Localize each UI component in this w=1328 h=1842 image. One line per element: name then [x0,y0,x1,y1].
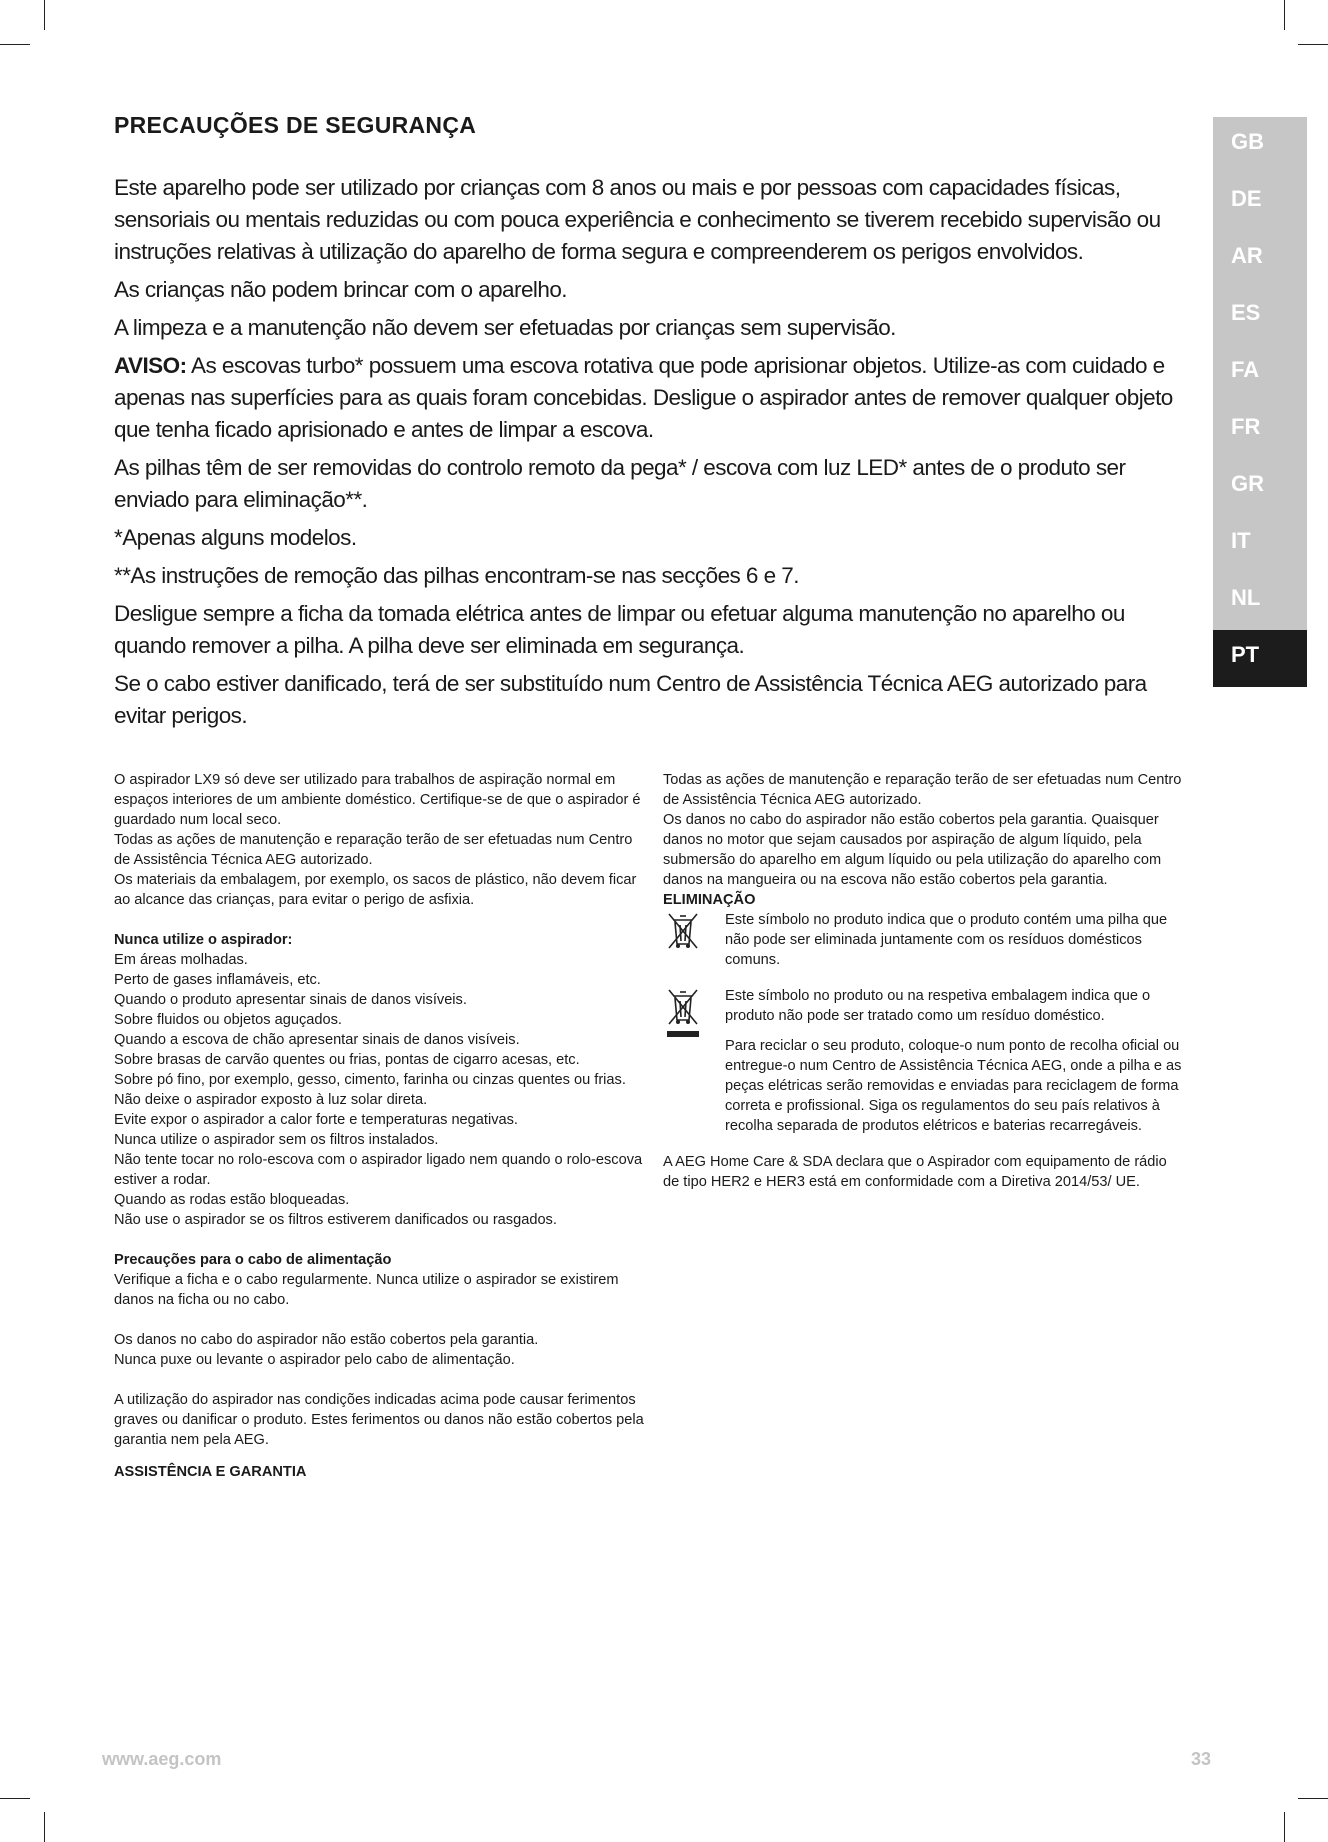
intro-paragraph: Se o cabo estiver danificado, terá de ser substituído num Centro de Assistência Técnica AEG autorizado para evitar perigos. [114,671,1147,728]
language-tabs [1213,117,1307,687]
list-item: Em áreas molhadas. [114,952,248,968]
battery-symbol-text: Este símbolo no produto indica que o produto contém uma pilha que não pode ser eliminada juntamente com os resíduos domésticos comuns. [725,912,1168,968]
language-tab-fr[interactable]: FR [1213,402,1307,459]
intro-paragraph: A limpeza e a manutenção não devem ser efetuadas por crianças sem supervisão. [114,315,896,340]
list-item: Quando as rodas estão bloqueadas. [114,1192,350,1208]
list-item: Não use o aspirador se os filtros estiverem danificados ou rasgados. [114,1212,557,1228]
section-heading: Nunca utilize o aspirador: [114,932,293,948]
crop-mark [1298,44,1328,45]
intro-paragraph: *Apenas alguns modelos. [114,525,357,550]
list-item: Perto de gases inflamáveis, etc. [114,972,321,988]
language-tab-ar[interactable]: AR [1213,231,1307,288]
body-text: Nunca puxe ou levante o aspirador pelo cabo de alimentação. [114,1352,515,1368]
list-item: Quando a escova de chão apresentar sinais de danos visíveis. [114,1032,520,1048]
intro-paragraph: Este aparelho pode ser utilizado por crianças com 8 anos ou mais e por pessoas com capacidades físicas, sensoriais ou mentais reduzidas ou com pouca experiência e conhecimento se tiverem recebido supervisão ou instruções relativas à utilização do aparelho de forma segura e compreenderem os perigos envolvidos. [114,175,1161,264]
right-column [663,770,1193,1192]
warning-text: As escovas turbo* possuem uma escova rotativa que pode aprisionar objetos. Utilize-as com cuidado e apenas nas superfícies para as quais foram concebidas. Desligue o aspirador antes de remover qualquer objeto que tenha ficado aprisionado e antes de limpar a escova. [114,353,1173,442]
language-tab-es[interactable]: ES [1213,288,1307,345]
crop-mark [0,44,30,45]
language-tab-de[interactable]: DE [1213,174,1307,231]
body-text: Verifique a ficha e o cabo regularmente. Nunca utilize o aspirador se existirem danos na ficha ou no cabo. [114,1272,619,1308]
intro-paragraph: As crianças não podem brincar com o aparelho. [114,277,568,302]
language-tab-it[interactable]: IT [1213,516,1307,573]
battery-symbol-row [663,910,1193,980]
warning-paragraph [114,350,1194,446]
crossed-bin-icon [663,910,711,980]
footer-url[interactable]: www.aeg.com [102,1749,222,1769]
crop-mark [1298,1798,1328,1799]
body-text: Todas as ações de manutenção e reparação terão de ser efetuadas num Centro de Assistência Técnica AEG autorizado. [114,832,633,868]
crop-mark [1284,0,1285,30]
list-item: Nunca utilize o aspirador sem os filtros instalados. [114,1132,439,1148]
language-tab-fa[interactable]: FA [1213,345,1307,402]
crop-mark [44,0,45,30]
body-text: Os materiais da embalagem, por exemplo, os sacos de plástico, não devem ficar ao alcance das crianças, para evitar o perigo de asfixia. [114,872,637,908]
list-item: Sobre fluidos ou objetos aguçados. [114,1012,342,1028]
weee-bin-icon [663,986,711,1146]
body-text: Os danos no cabo do aspirador não estão cobertos pela garantia. Quaisquer danos no motor que sejam causados por aspiração de algum líquido, pela submersão do aparelho em algum líquido ou pela utilização do aparelho com danos na mangueira ou na escova não estão cobertos pela garantia. [663,812,1162,888]
page-number: 33 [1191,1749,1212,1769]
crop-mark [44,1812,45,1842]
language-tab-nl[interactable]: NL [1213,573,1307,630]
crop-mark [0,1798,30,1799]
left-column [114,770,644,1482]
list-item: Sobre brasas de carvão quentes ou frias, pontas de cigarro acesas, etc. [114,1052,580,1068]
list-item: Não deixe o aspirador exposto à luz solar direta. [114,1092,428,1108]
weee-symbol-row [663,986,1193,1146]
conformity-declaration: A AEG Home Care & SDA declara que o Aspirador com equipamento de rádio de tipo HER2 e HER3 está em conformidade com a Diretiva 2014/53/ UE. [663,1154,1167,1190]
list-item: Sobre pó fino, por exemplo, gesso, cimento, farinha ou cinzas quentes ou frias. [114,1072,626,1088]
disposal-heading: ELIMINAÇÃO [663,892,756,908]
intro-paragraph: **As instruções de remoção das pilhas encontram-se nas secções 6 e 7. [114,563,799,588]
page-title: PRECAUÇÕES DE SEGURANÇA [114,112,477,138]
list-item: Quando o produto apresentar sinais de danos visíveis. [114,992,467,1008]
language-tab-gr[interactable]: GR [1213,459,1307,516]
body-text: A utilização do aspirador nas condições indicadas acima pode causar ferimentos graves ou danificar o produto. Estes ferimentos ou danos não estão cobertos pela garantia nem pela AEG. [114,1392,644,1448]
body-text: O aspirador LX9 só deve ser utilizado para trabalhos de aspiração normal em espaços interiores de um ambiente doméstico. Certifique-se de que o aspirador é guardado num local seco. [114,772,641,828]
list-item: Não tente tocar no rolo-escova com o aspirador ligado nem quando o rolo-escova estiver a rodar. [114,1152,643,1188]
intro-paragraph: As pilhas têm de ser removidas do controlo remoto da pega* / escova com luz LED* antes de o produto ser enviado para eliminação**. [114,455,1126,512]
body-text: Os danos no cabo do aspirador não estão cobertos pela garantia. [114,1332,539,1348]
warning-label: AVISO: [114,353,187,378]
intro-paragraph: Desligue sempre a ficha da tomada elétrica antes de limpar ou efetuar alguma manutenção no aparelho ou quando remover a pilha. A pilha deve ser eliminada em segurança. [114,601,1125,658]
safety-intro [114,172,1194,738]
recycle-text: Para reciclar o seu produto, coloque-o num ponto de recolha oficial ou entregue-o num Centro de Assistência Técnica AEG, onde a pilha e as peças elétricas serão removidas e enviadas para reciclagem de forma correta e profissional. Siga os regulamentos do seu país relativos à recolha separada de produtos elétricos e baterias recarregáveis. [725,1038,1182,1134]
service-heading: ASSISTÊNCIA E GARANTIA [114,1464,307,1480]
weee-symbol-text: Este símbolo no produto ou na respetiva embalagem indica que o produto não pode ser tratado como um resíduo doméstico. [725,988,1151,1024]
list-item: Evite expor o aspirador a calor forte e temperaturas negativas. [114,1112,518,1128]
body-text: Todas as ações de manutenção e reparação terão de ser efetuadas num Centro de Assistência Técnica AEG autorizado. [663,772,1182,808]
language-tab-gb[interactable]: GB [1213,117,1307,174]
crop-mark [1284,1812,1285,1842]
section-heading: Precauções para o cabo de alimentação [114,1252,392,1268]
language-tab-pt[interactable]: PT [1213,630,1307,687]
